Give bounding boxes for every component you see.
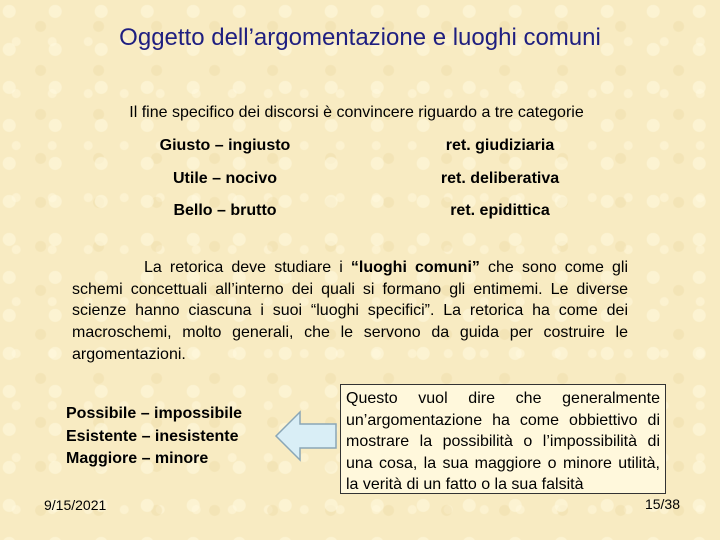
rhetoric-type-2: ret. deliberativa <box>440 170 560 187</box>
category-pair-2: Utile – nocivo <box>172 170 278 187</box>
possibility-list <box>66 403 242 471</box>
slide-number: 15/38 <box>644 496 680 512</box>
body-paragraph <box>72 257 628 366</box>
rhetoric-type-1: ret. giudiziaria <box>445 137 555 154</box>
explanation-box: Questo vuol dire che generalmente un’argomentazione ha come obbiettivo di mostrare la possibilità o l’impossibilità di una cosa, la sua maggiore o minore utilità, la verità di un fatto o la sua falsità <box>340 384 666 494</box>
rhetoric-type-3: ret. epidittica <box>450 202 550 219</box>
paragraph-keyword: “luoghi comuni” <box>350 259 480 276</box>
footer-date: 9/15/2021 <box>44 497 107 513</box>
page-title: Oggetto dell’argomentazione e luoghi comuni <box>119 24 601 51</box>
left-arrow-icon <box>274 410 338 462</box>
paragraph-text-start: La retorica deve studiare i <box>144 259 351 276</box>
category-pair-1: Giusto – ingiusto <box>159 137 291 154</box>
possibility-item-1: Possibile – impossibile <box>66 405 243 422</box>
category-pair-3: Bello – brutto <box>173 202 277 219</box>
possibility-item-3: Maggiore – minore <box>66 450 209 467</box>
intro-text: Il fine specifico dei discorsi è convincere riguardo a tre categorie <box>129 104 584 121</box>
paragraph-text-end: che sono come gli schemi concettuali all’interno dei quali si formano gli entimemi. Le diverse scienze hanno ciascuna i suoi “luoghi specifici”. La retorica ha come dei macroschemi, molto generali, che le servono da guida per costruire le argomentazioni. <box>72 259 628 363</box>
possibility-item-2: Esistente – inesistente <box>66 427 239 445</box>
